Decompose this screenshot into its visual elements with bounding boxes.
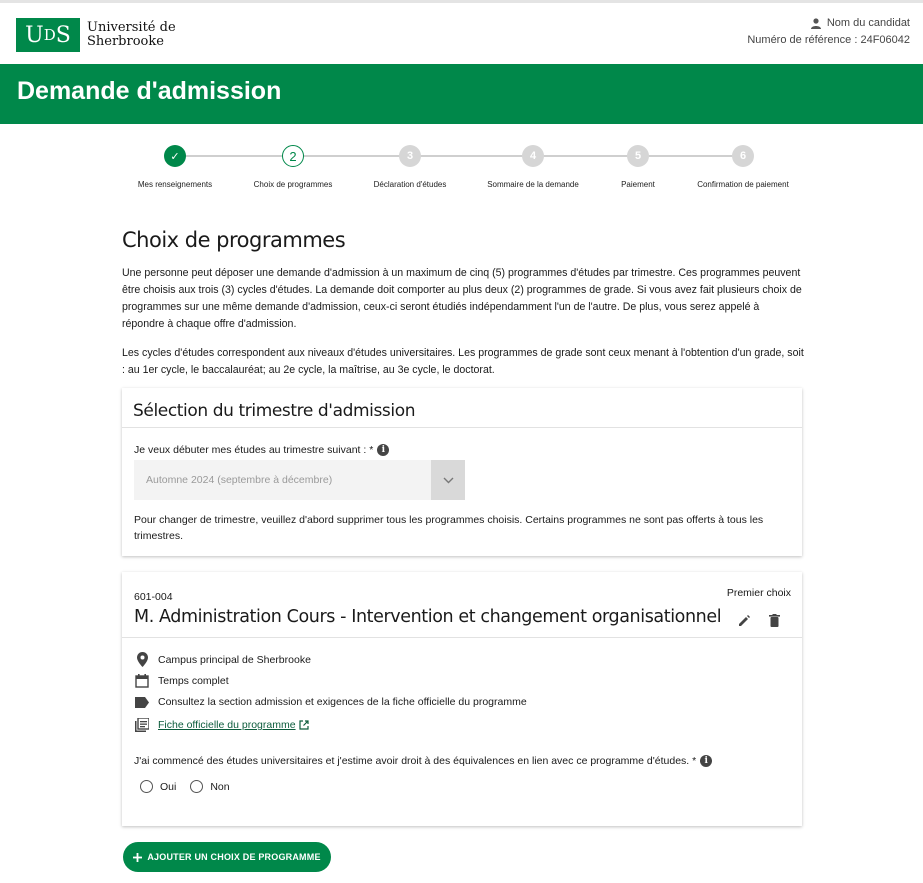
term-selection-card — [122, 388, 802, 556]
intro-paragraph: Une personne peut déposer une demande d'admission à un maximum de cinq (5) programmes d'études par trimestre. Ces programmes peuvent être choisis aux trois (3) cycles d'études. La demande doit comporter au plus deux (2) programmes de grade. Si vous avez fait plusieurs choix de programmes sur une même demande d'admission, ceux-ci seront étudiés indépendamment l'un de l'autre. De plus, vous serez appelé à répondre à chaque offre d'admission. — [122, 267, 802, 330]
card-title: Sélection du trimestre d'admission — [133, 401, 416, 421]
step-label: Mes renseignements — [137, 180, 213, 189]
radio-circle[interactable] — [140, 780, 153, 793]
program-title: M. Administration Cours - Intervention et changement organisationnel — [134, 607, 722, 627]
requirements-row: Consultez la section admission et exigences de la fiche officielle du programme — [134, 696, 527, 708]
step-3 — [350, 145, 470, 189]
step-number: 3 — [399, 145, 421, 167]
add-program-button[interactable]: AJOUTER UN CHOIX DE PROGRAMME — [123, 842, 331, 872]
logo-text: Université de Sherbrooke — [87, 20, 176, 49]
progress-stepper — [0, 140, 923, 200]
info-icon[interactable]: i — [700, 755, 712, 767]
radio-no[interactable]: Non — [190, 780, 229, 793]
choice-rank: Premier choix — [726, 587, 791, 599]
external-link-icon[interactable] — [299, 720, 309, 730]
program-code: 601-004 — [134, 591, 173, 603]
step-2[interactable] — [233, 145, 353, 189]
user-icon — [811, 18, 821, 29]
official-link-row — [134, 718, 309, 732]
schedule-row: Temps complet — [134, 674, 229, 688]
term-question: Je veux débuter mes études au trimestre suivant : * i — [134, 444, 389, 456]
page-banner — [0, 64, 923, 124]
reference-number: Numéro de référence : 24F06042 — [747, 34, 910, 46]
step-1[interactable] — [115, 145, 235, 189]
radio-circle[interactable] — [190, 780, 203, 793]
term-note: Pour changer de trimestre, veuillez d'abord supprimer tous les programmes choisis. Certains programmes ne sont pas offerts à tous les trimestres. — [134, 514, 764, 542]
user-area — [747, 17, 910, 46]
top-bar — [0, 0, 923, 64]
divider — [122, 637, 802, 638]
equivalence-question: J'ai commencé des études universitaires et j'estime avoir droit à des équivalences en lien avec ce programme d'études. * i — [134, 755, 712, 767]
section-title: Choix de programmes — [122, 228, 346, 252]
logo-mark: U D S — [16, 18, 80, 52]
step-label: Paiement — [621, 180, 655, 189]
term-select-value: Automne 2024 (septembre à décembre) — [146, 474, 333, 486]
user-name: Nom du candidat — [826, 17, 910, 29]
calendar-icon — [134, 674, 150, 688]
intro-section — [122, 228, 804, 391]
check-icon: ✓ — [164, 145, 186, 167]
plus-icon — [133, 853, 142, 862]
label-tag-icon — [134, 697, 150, 708]
official-program-link[interactable]: Fiche officielle du programme — [158, 719, 296, 731]
program-actions — [738, 614, 780, 627]
card-header — [122, 388, 802, 428]
university-logo[interactable] — [16, 18, 176, 52]
edit-icon[interactable] — [738, 614, 751, 627]
step-label: Choix de programmes — [253, 180, 333, 189]
info-icon[interactable]: i — [377, 444, 389, 456]
step-5 — [578, 145, 698, 189]
step-number: 2 — [282, 145, 304, 167]
document-list-icon — [134, 718, 150, 732]
delete-icon[interactable] — [769, 614, 780, 627]
step-number: 6 — [732, 145, 754, 167]
program-choice-card — [122, 572, 802, 826]
step-label: Sommaire de la demande — [487, 180, 579, 189]
term-select — [134, 460, 465, 500]
chevron-down-icon — [431, 460, 465, 500]
equivalence-options — [140, 780, 230, 793]
step-4 — [473, 145, 593, 189]
location-pin-icon — [134, 652, 150, 667]
step-number: 5 — [627, 145, 649, 167]
step-label: Déclaration d'études — [373, 180, 447, 189]
campus-row: Campus principal de Sherbrooke — [134, 652, 311, 667]
step-label: Confirmation de paiement — [697, 180, 789, 189]
step-6 — [683, 145, 803, 189]
step-number: 4 — [522, 145, 544, 167]
page-title: Demande d'admission — [17, 77, 282, 105]
radio-yes[interactable]: Oui — [140, 780, 176, 793]
cycles-paragraph: Les cycles d'études correspondent aux niveaux d'études universitaires. Les programmes de grade sont ceux menant à l'obtention d'un grade, soit : au 1er cycle, le baccalauréat; au 2e cycle, la maîtrise, au 3e cycle, le doctorat. — [122, 347, 804, 376]
